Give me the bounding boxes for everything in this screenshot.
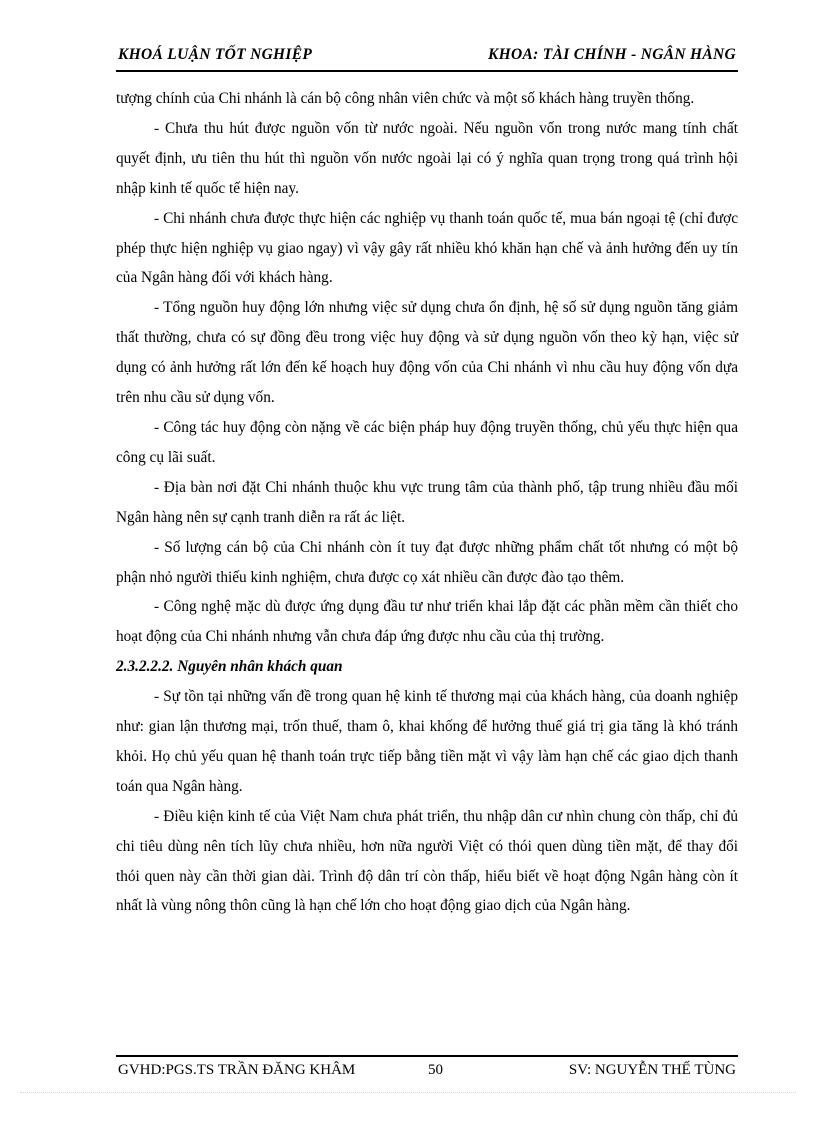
footer-supervisor: GVHD:PGS.TS TRẦN ĐĂNG KHÂM [118, 1062, 356, 1078]
paragraph-item: - Sự tồn tại những vấn đề trong quan hệ kinh tế thương mại của khách hàng, của doanh nghiệp như: gian lận thương mại, trốn thuế, tham ô, khai khống để hưởng thuế giá trị gia tăng là khó tránh khỏi. Họ chủ yếu quan hệ thanh toán trực tiếp bằng tiền mặt vì vậy làm hạn chế các giao dịch thanh toán qua Ngân hàng. [116, 688, 738, 795]
paragraph-item: - Tổng nguồn huy động lớn nhưng việc sử dụng chưa ổn định, hệ số sử dụng nguồn tăng giảm thất thường, chưa có sự đồng đều trong việc huy động và sử dụng nguồn vốn theo kỳ hạn, việc sử dụng có ảnh hưởng rất lớn đến kế hoạch huy động vốn của Chi nhánh vì nhu cầu huy động vốn dựa trên nhu cầu sử dụng vốn. [116, 299, 738, 407]
paragraph-item: - Điều kiện kinh tế của Việt Nam chưa phát triển, thu nhập dân cư nhìn chung còn thấp, chỉ đủ chi tiêu dùng nên tích lũy chưa nhiều, hơn nữa người Việt có thói quen dùng tiền mặt, để thay đổi thói quen này cần thời gian dài. Trình độ dân trí còn thấp, hiểu biết về hoạt động Ngân hàng còn ít nhất là vùng nông thôn cũng là hạn chế lớn cho hoạt động giao dịch của Ngân hàng. [116, 807, 738, 915]
paragraph-item: - Công tác huy động còn nặng về các biện pháp huy động truyền thống, chủ yếu thực hiện qua công cụ lãi suất. [116, 418, 738, 466]
paragraph-item: - Công nghệ mặc dù được ứng dụng đầu tư như triển khai lắp đặt các phần mềm cần thiết cho hoạt động của Chi nhánh nhưng vẫn chưa đáp ứng được nhu cầu của thị trường. [116, 598, 738, 646]
header-thesis-title: KHOÁ LUẬN TỐT NGHIỆP [118, 46, 313, 63]
paragraph-item: - Chưa thu hút được nguồn vốn từ nước ngoài. Nếu nguồn vốn trong nước mang tính chất quyết định, ưu tiên thu hút thì nguồn vốn nước ngoài lại có ý nghĩa quan trọng trong quá trình hội nhập kinh tế quốc tế hiện nay. [116, 119, 738, 197]
page-number: 50 [428, 1062, 443, 1078]
paragraph-item: - Chi nhánh chưa được thực hiện các nghiệp vụ thanh toán quốc tế, mua bán ngoại tệ (chỉ được phép thực hiện nghiệp vụ giao ngay) vì vậy gây rất nhiều khó khăn hạn chế và ảnh hưởng đến uy tín của Ngân hàng đối với khách hàng. [116, 209, 738, 287]
paragraph-intro: tượng chính của Chi nhánh là cán bộ công nhân viên chức và một số khách hàng truyền thống. [116, 90, 695, 107]
section-heading: 2.3.2.2.2. Nguyên nhân khách quan [116, 658, 343, 676]
page-footer [116, 1055, 738, 1085]
paragraph-item: - Số lượng cán bộ của Chi nhánh còn ít tuy đạt được những phẩm chất tốt nhưng có một bộ phận nhỏ người thiếu kinh nghiệm, chưa được cọ xát nhiều cần được đào tạo thêm. [116, 538, 738, 586]
page-body [116, 84, 738, 921]
header-faculty: KHOA: TÀI CHÍNH - NGÂN HÀNG [488, 46, 736, 63]
page-bottom-divider [20, 1092, 796, 1093]
page-header [116, 44, 738, 72]
paragraph-item: - Địa bàn nơi đặt Chi nhánh thuộc khu vực trung tâm của thành phố, tập trung nhiều đầu mối Ngân hàng nên sự cạnh tranh diễn ra rất ác liệt. [116, 478, 738, 526]
footer-student: SV: NGUYỄN THẾ TÙNG [568, 1062, 736, 1078]
